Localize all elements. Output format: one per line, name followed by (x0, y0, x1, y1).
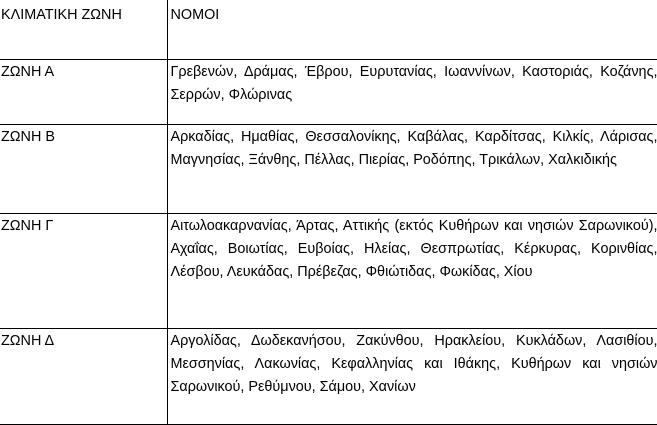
zone-a-prefectures: Γρεβενών, Δράμας, Έβρου, Ευρυτανίας, Ιωαννίνων, Καστοριάς, Κοζάνης, Σερρών, Φλώρινας (167, 59, 657, 124)
zone-d-prefectures: Αργολίδας, Δωδεκανήσου, Ζακύνθου, Ηρακλείου, Κυκλάδων, Λασιθίου, Μεσσηνίας, Λακωνίας, Κεφαλληνίας και Ιθάκης, Κυθήρων και νησιών Σαρωνικού, Ρεθύμνου, Σάμου, Χανίων (167, 328, 657, 424)
zone-c-prefectures: Αιτωλοακαρνανίας, Άρτας, Αττικής (εκτός Κυθήρων και νησιών Σαρωνικού), Αχαΐας, Βοιωτίας, Ευβοίας, Ηλείας, Θεσπρωτίας, Κέρκυρας, Κορινθίας, Λέσβου, Λευκάδας, Πρέβεζας, Φθιώτιδας, Φωκίδας, Χίου (167, 213, 657, 328)
zone-b-label: ΖΩΝΗ Β (0, 124, 167, 213)
header-climate-zone: ΚΛΙΜΑΤΙΚΗ ΖΩΝΗ (0, 0, 167, 59)
zone-b-prefectures: Αρκαδίας, Ημαθίας, Θεσσαλονίκης, Καβάλας, Καρδίτσας, Κιλκίς, Λάρισας, Μαγνησίας, Ξάνθης, Πέλλας, Πιερίας, Ροδόπης, Τρικάλων, Χαλκιδικής (167, 124, 657, 213)
table-row-zone-c (0, 213, 657, 328)
table-row-zone-b (0, 124, 657, 213)
table-row-zone-a (0, 59, 657, 124)
table-row-zone-d (0, 328, 657, 424)
zone-a-label: ΖΩΝΗ Α (0, 59, 167, 124)
header-prefectures: ΝΟΜΟΙ (167, 0, 657, 59)
table-header-row (0, 0, 657, 59)
zone-c-label: ΖΩΝΗ Γ (0, 213, 167, 328)
zone-d-label: ΖΩΝΗ Δ (0, 328, 167, 424)
